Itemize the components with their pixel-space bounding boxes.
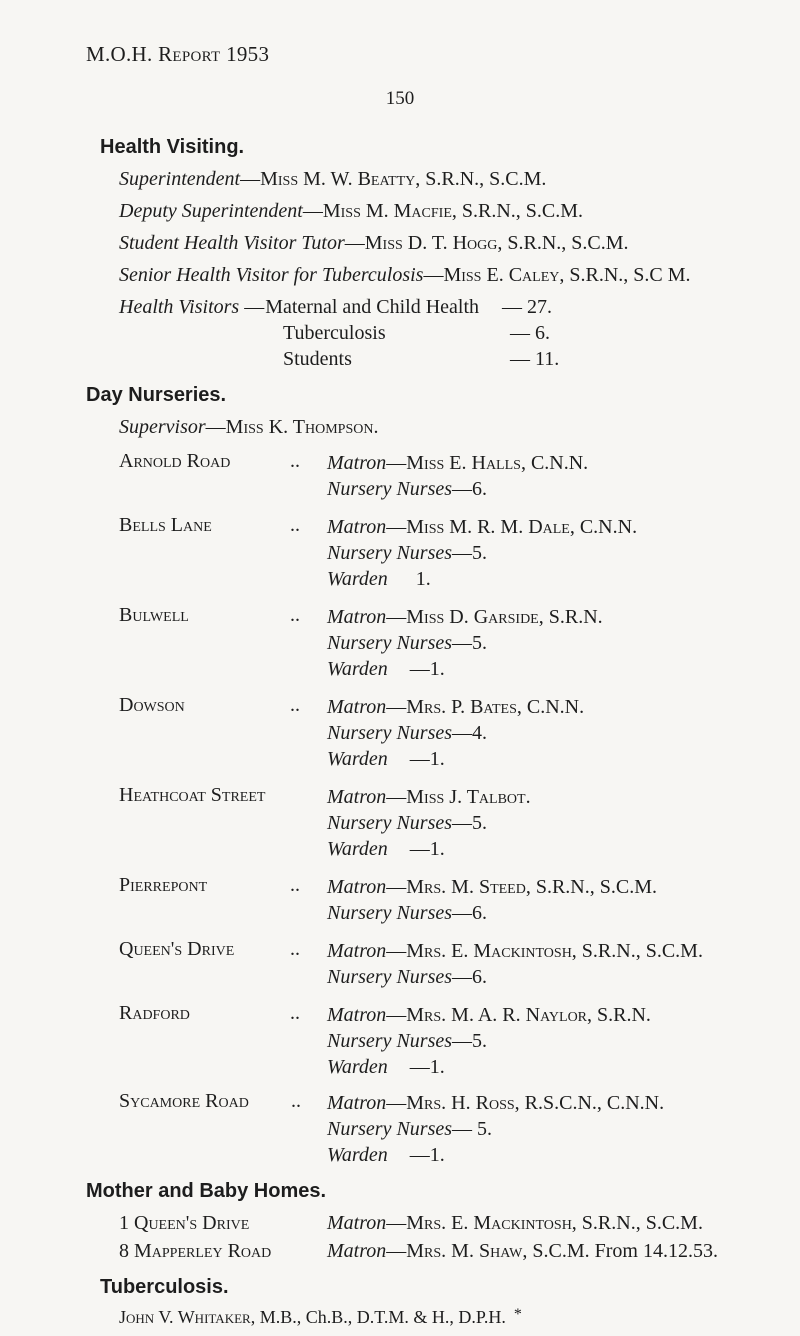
leader-dots: .. <box>290 874 300 896</box>
nursery-entry: Matron—Mrs. M. A. R. Naylor, S.R.N. Nursery Nurses—5. Warden —1. <box>327 1004 651 1078</box>
visitor-count: — 6. <box>510 322 550 344</box>
section-heading-tuberculosis: Tuberculosis. <box>100 1276 229 1298</box>
leader-dots: .. <box>290 694 300 716</box>
page-number: 150 <box>385 88 415 109</box>
supervisor-line: Supervisor—Miss K. Thompson. <box>119 416 379 438</box>
leader-dots: .. <box>290 514 300 536</box>
nursery-place: Arnold Road <box>119 450 231 472</box>
nursery-entry: Matron—Mrs. P. Bates, C.N.N. Nursery Nurses—4. Warden —1. <box>327 696 585 770</box>
staff-line: Senior Health Visitor for Tuberculosis—Miss E. Caley, S.R.N., S.C M. <box>119 264 691 286</box>
nursery-place: Bells Lane <box>119 514 212 536</box>
staff-line: Student Health Visitor Tutor—Miss D. T. Hogg, S.R.N., S.C.M. <box>119 232 629 254</box>
staff-line: Deputy Superintendent—Miss M. Macfie, S.R.N., S.C.M. <box>119 200 584 222</box>
home-place: 1 Queen's Drive <box>119 1212 250 1234</box>
nursery-place: Heathcoat Street <box>119 784 266 806</box>
nursery-entry: Matron—Miss D. Garside, S.R.N. Nursery Nurses—5. Warden —1. <box>327 606 603 680</box>
visitor-count: — 11. <box>510 348 560 370</box>
nursery-place: Radford <box>119 1002 190 1024</box>
nursery-entry: Matron—Miss M. R. M. Dale, C.N.N. Nursery Nurses—5. Warden 1. <box>327 516 638 590</box>
visitor-label: Students <box>283 348 352 370</box>
nursery-place: Sycamore Road <box>119 1090 249 1112</box>
section-heading-health-visiting: Health Visiting. <box>100 136 245 158</box>
leader-dots: .. <box>291 1090 301 1112</box>
home-entry: Matron—Mrs. E. Mackintosh, S.R.N., S.C.M. <box>327 1212 703 1234</box>
nursery-place: Dowson <box>119 694 185 716</box>
nursery-place: Bulwell <box>119 604 189 626</box>
leader-dots: .. <box>290 938 300 960</box>
running-head: M.O.H. Report 1953 <box>86 42 270 66</box>
visitor-label: Tuberculosis <box>283 322 386 344</box>
nursery-entry: Matron—Mrs. M. Steed, S.R.N., S.C.M. Nursery Nurses—6. <box>327 876 657 924</box>
tb-physician: John V. Whitaker, M.B., Ch.B., D.T.M. & H., D.P.H. * <box>119 1306 522 1327</box>
home-place: 8 Mapperley Road <box>119 1240 272 1262</box>
nursery-place: Pierrepont <box>119 874 208 896</box>
leader-dots: .. <box>290 450 300 472</box>
nursery-entry: Matron—Mrs. E. Mackintosh, S.R.N., S.C.M. Nursery Nurses—6. <box>327 940 703 988</box>
visitor-count: — 27. <box>502 296 552 318</box>
home-entry: Matron—Mrs. M. Shaw, S.C.M. From 14.12.53. <box>327 1240 718 1262</box>
nursery-entry: Matron—Mrs. H. Ross, R.S.C.N., C.N.N. Nursery Nurses— 5. Warden —1. <box>327 1092 665 1166</box>
staff-line: Superintendent—Miss M. W. Beatty, S.R.N., S.C.M. <box>119 168 547 190</box>
section-heading-mother-baby: Mother and Baby Homes. <box>86 1180 327 1202</box>
nursery-entry: Matron—Miss J. Talbot. Nursery Nurses—5. Warden —1. <box>327 786 531 860</box>
leader-dots: .. <box>290 604 300 626</box>
leader-dots: .. <box>290 1002 300 1024</box>
section-heading-day-nurseries: Day Nurseries. <box>86 384 227 406</box>
health-visitors-line: Health Visitors —Maternal and Child Health <box>119 296 480 318</box>
nursery-place: Queen's Drive <box>119 938 235 960</box>
nursery-entry: Matron—Miss E. Halls, C.N.N. Nursery Nurses—6. <box>327 452 589 500</box>
